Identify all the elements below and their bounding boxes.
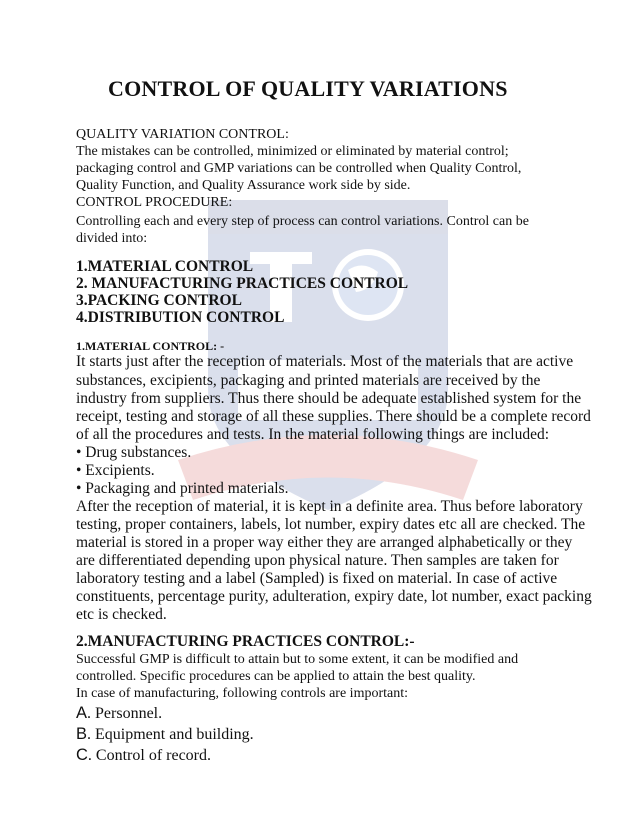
bullet-item: • Drug substances. (76, 444, 192, 461)
paragraph-line: In case of manufacturing, following controls are important: (76, 686, 409, 701)
paragraph-line: receipt, testing and storage of all these supplies. There should be a complete record (76, 408, 591, 425)
bullet-item: • Excipients. (76, 462, 155, 479)
paragraph-line: The mistakes can be controlled, minimized or eliminated by material control; (76, 144, 509, 159)
item-text: . Control of record. (87, 747, 211, 764)
quality-variation-heading: QUALITY VARIATION CONTROL: (76, 127, 289, 142)
control-list-item: 4.DISTRIBUTION CONTROL (76, 309, 285, 326)
item-text: . Equipment and building. (87, 726, 254, 743)
paragraph-line: constituents, percentage purity, adulteration, expiry date, lot number, exact packing (76, 588, 592, 605)
paragraph-line: material is stored in a proper way either they are arranged alphabetically or they (76, 534, 573, 551)
paragraph-line: divided into: (76, 231, 148, 246)
paragraph-line: Quality Function, and Quality Assurance work side by side. (76, 178, 411, 193)
item-letter: C (76, 746, 88, 764)
paragraph-line: testing, proper containers, labels, lot number, expiry dates etc all are checked. The (76, 516, 586, 533)
control-list-item: 1.MATERIAL CONTROL (76, 258, 254, 275)
paragraph-line: packaging control and GMP variations can be controlled when Quality Control, (76, 161, 522, 176)
control-list-item: 3.PACKING CONTROL (76, 292, 242, 309)
paragraph-line: Controlling each and every step of process can control variations. Control can be (76, 214, 529, 229)
paragraph-line: After the reception of material, it is kept in a definite area. Thus before laboratory (76, 498, 583, 515)
document-title: CONTROL OF QUALITY VARIATIONS (108, 76, 508, 101)
bullet-item: • Packaging and printed materials. (76, 480, 289, 497)
lettered-item-c (76, 745, 211, 766)
lettered-item-a (76, 703, 162, 724)
material-control-heading: 1.MATERIAL CONTROL: - (76, 339, 225, 353)
control-list-item: 2. MANUFACTURING PRACTICES CONTROL (76, 275, 409, 292)
paragraph-line: It starts just after the reception of materials. Most of the materials that are active (76, 353, 574, 370)
paragraph-line: controlled. Specific procedures can be applied to attain the best quality. (76, 669, 476, 684)
control-procedure-heading: CONTROL PROCEDURE: (76, 195, 233, 210)
lettered-item-b (76, 724, 254, 745)
paragraph-line: laboratory testing and a label (Sampled) is fixed on material. In case of active (76, 570, 558, 587)
paragraph-line: etc is checked. (76, 606, 167, 623)
item-letter: B (76, 725, 88, 743)
manufacturing-control-heading: 2.MANUFACTURING PRACTICES CONTROL:- (76, 633, 415, 650)
paragraph-line: Successful GMP is difficult to attain but to some extent, it can be modified and (76, 652, 519, 667)
paragraph-line: of all the procedures and tests. In the material following things are included: (76, 426, 550, 443)
item-text: . Personnel. (87, 705, 163, 722)
paragraph-line: are differentiated depending upon physical nature. Then samples are taken for (76, 552, 559, 569)
paragraph-line: industry from suppliers. Thus there should be adequate established system for the (76, 390, 582, 407)
paragraph-line: substances, excipients, packaging and printed materials are received by the (76, 372, 541, 389)
item-letter: A (76, 704, 88, 722)
